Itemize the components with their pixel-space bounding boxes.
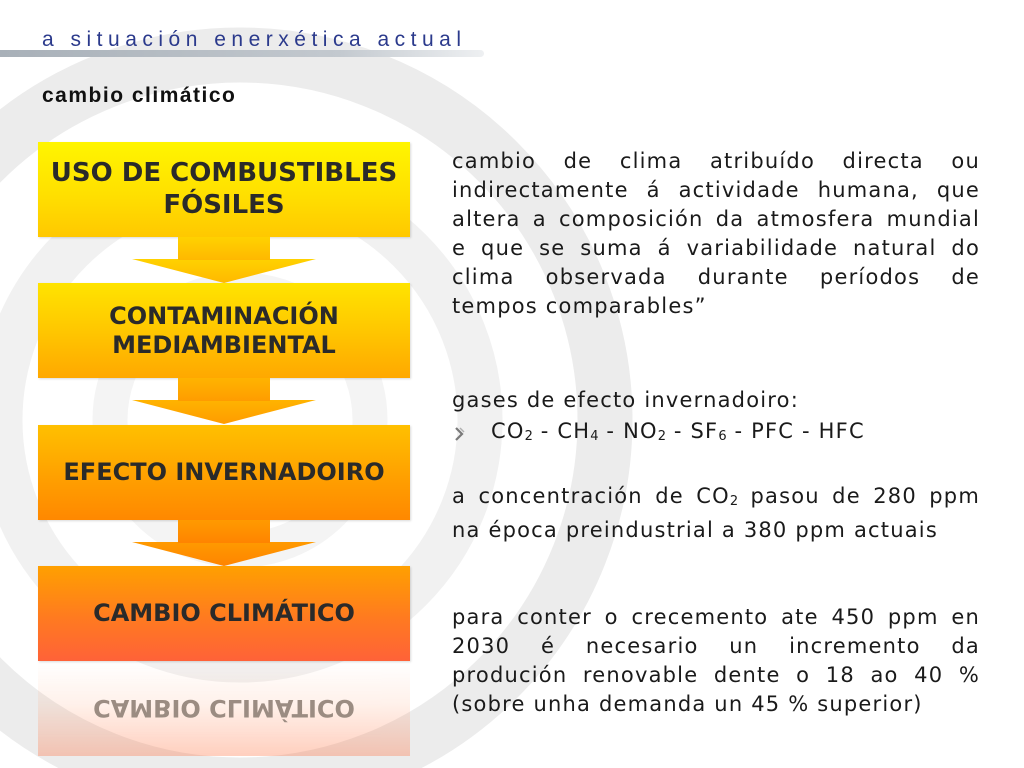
definition-paragraph: cambio de clima atribuído directa ou indirectamente á actividade humana, que altera a composición da atmosfera mundial e que se suma á variabilidade natural do clima observada durante períodos de tempos comparables” — [452, 149, 980, 318]
flow-box-reflection-label: CAMBIO CLIMÁTICO — [93, 694, 355, 723]
flow-box-reflection — [38, 661, 410, 756]
gases-list: CO2 - CH4 - NO2 - SF6 - PFC - HFC — [491, 419, 865, 444]
down-arrow-icon — [132, 520, 316, 566]
projection-paragraph: para conter o crecemento ate 450 ppm en 2030 é necesario un incremento da produción renovable dente o 18 ao 40 % (sobre unha demanda un 45 % superior) — [452, 605, 980, 716]
flow-box-greenhouse-effect — [38, 425, 410, 520]
gases-list-item — [452, 417, 980, 451]
down-arrow-icon — [132, 378, 316, 424]
flow-box-fossil-fuels — [38, 142, 410, 237]
down-arrow-icon — [132, 237, 316, 283]
bullet-icon — [454, 426, 466, 442]
section-subtitle: cambio climático — [42, 84, 237, 107]
flow-box-label: USO DE COMBUSTIBLES FÓSILES — [50, 158, 398, 220]
flow-box-label: EFECTO INVERNADOIRO — [63, 458, 385, 487]
gases-block — [452, 386, 980, 451]
flow-box-climate-change — [38, 566, 410, 661]
flow-box-label: CONTAMINACIÓN MEDIAMBIENTAL — [109, 301, 339, 359]
flow-box-label: CAMBIO CLIMÁTICO — [93, 599, 355, 628]
concentration-paragraph: a concentración de CO2 pasou de 280 ppm na época preindustrial a 380 ppm actuais — [452, 484, 980, 542]
page-title: a situación enerxética actual — [42, 28, 467, 51]
flow-box-pollution — [38, 283, 410, 378]
gases-heading: gases de efecto invernadoiro: — [452, 388, 799, 412]
